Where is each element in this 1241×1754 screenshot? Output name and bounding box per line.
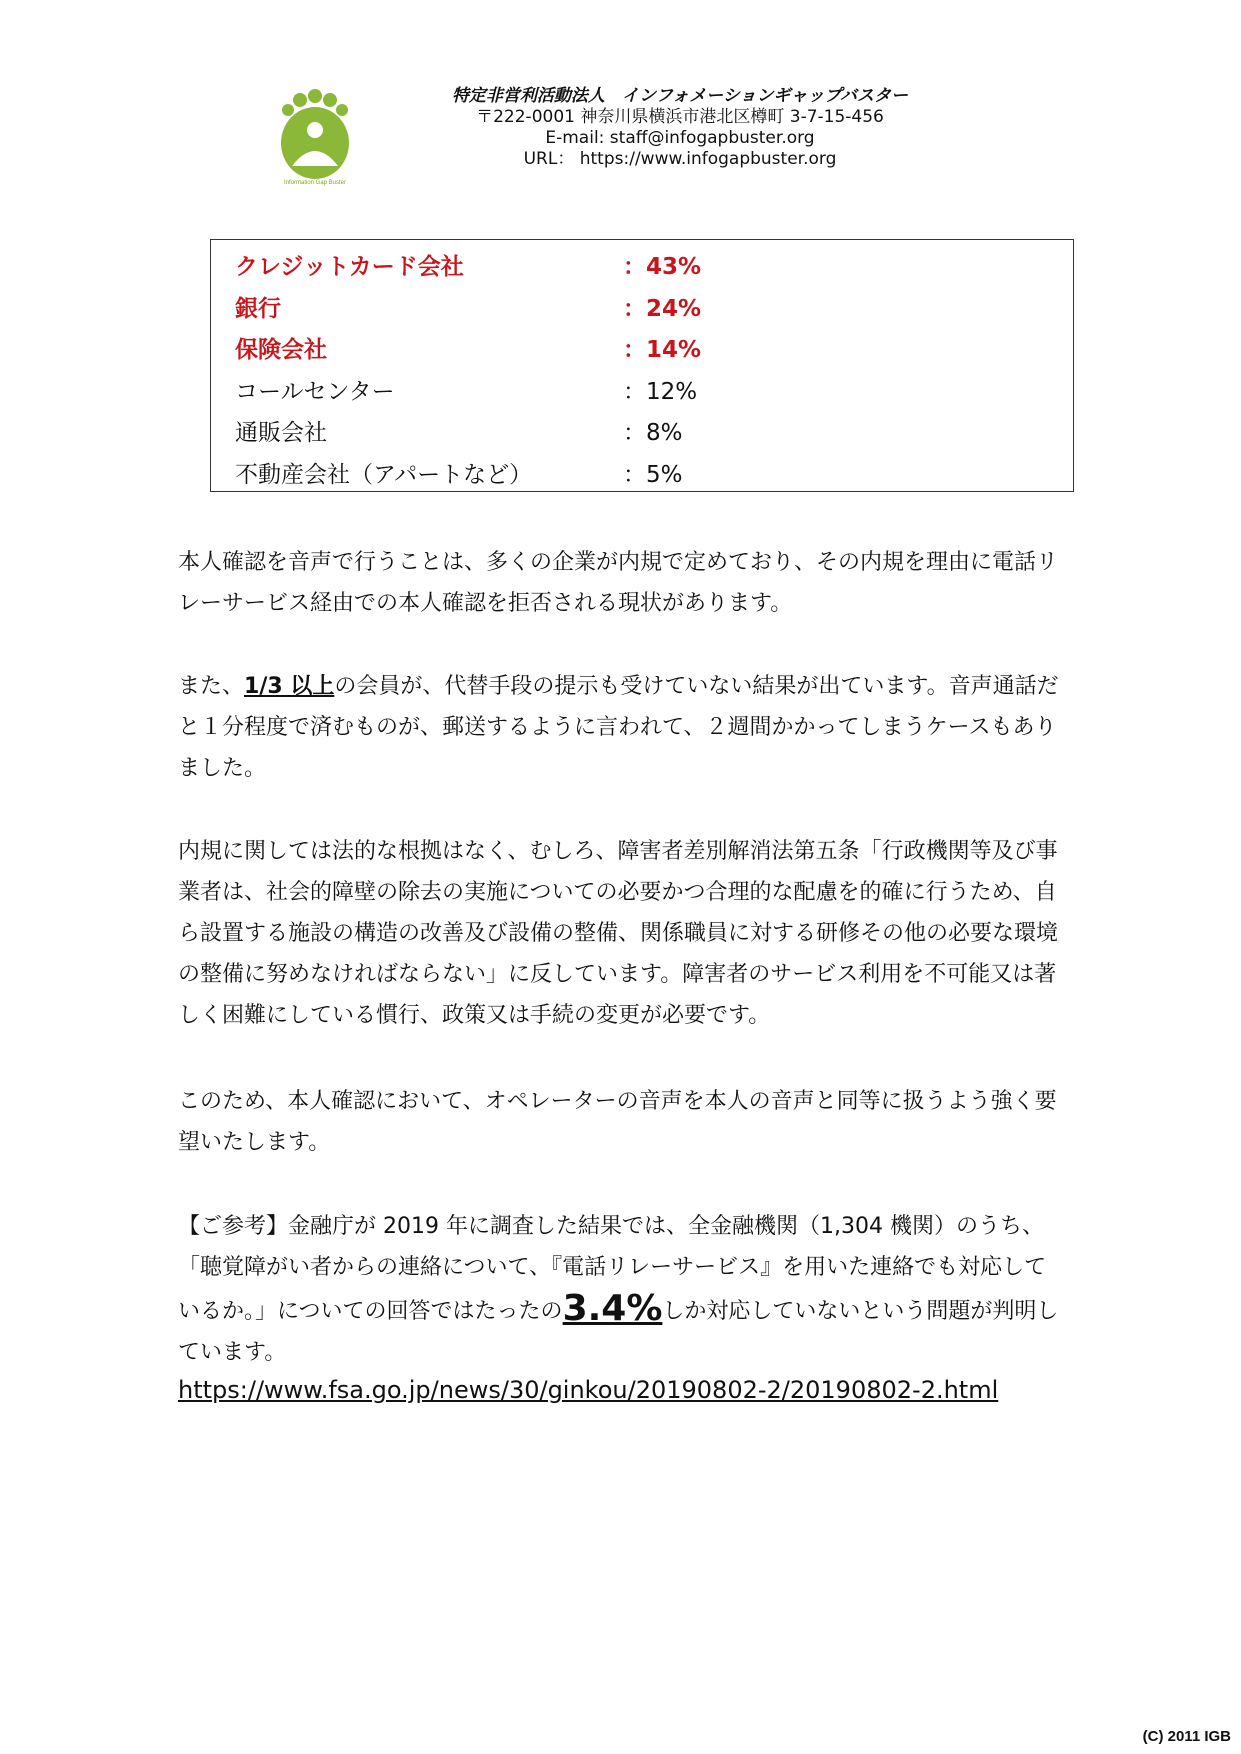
paragraph-request: このため、本人確認において、オペレーターの音声を本人の音声と同等に扱うよう強く要望いたします。 bbox=[178, 1089, 1057, 1155]
ratio-value: ：8% bbox=[623, 420, 683, 446]
emphasis-percentage: 3.4% bbox=[562, 1288, 663, 1329]
email: E-mail: staff@infogapbuster.org bbox=[545, 128, 815, 148]
text-span: また、 bbox=[178, 674, 245, 699]
ratio-value: ：12% bbox=[623, 379, 698, 405]
website-url: URL： https://www.infogapbuster.org bbox=[523, 149, 837, 169]
ratio-label: コールセンター bbox=[235, 379, 395, 405]
text-span: 【ご参考】金融庁が 2019 年に調査した結果では、全金融機関（1,304 機関）のうち、「聴覚障がい者からの連絡について、『電話リレーサービス』を用いた連絡でも対応しているか。」についての回答ではたったの bbox=[178, 1214, 1047, 1324]
ratio-label: 銀行 bbox=[235, 296, 281, 322]
ratio-label: 不動産会社（アパートなど） bbox=[235, 462, 533, 488]
paragraph-identity-check: 本人確認を音声で行うことは、多くの企業が内規で定めており、その内規を理由に電話リレーサービス経由での本人確認を拒否される現状があります。 bbox=[178, 550, 1059, 616]
letterhead bbox=[380, 86, 980, 170]
copyright-footer: (C) 2011 IGB bbox=[1142, 1728, 1231, 1745]
ratio-label: クレジットカード会社 bbox=[235, 254, 464, 280]
fsa-reference-link[interactable]: https://www.fsa.go.jp/news/30/ginkou/20190802-2/20190802-2.html bbox=[178, 1376, 999, 1404]
emphasis-one-third: 1/3 以上 bbox=[244, 674, 335, 699]
ratio-table bbox=[210, 239, 1074, 492]
ratio-label: 保険会社 bbox=[235, 337, 327, 363]
address: 〒222-0001 神奈川県横浜市港北区樽町 3-7-15-456 bbox=[476, 107, 884, 127]
ratio-value: ：24% bbox=[623, 296, 702, 322]
ratio-value: ：5% bbox=[623, 462, 683, 488]
logo-caption: Information Gap Buster bbox=[283, 180, 347, 186]
igb-logo-icon bbox=[270, 88, 360, 188]
paragraph-legal-basis: 内規に関しては法的な根拠はなく、むしろ、障害者差別解消法第五条「行政機関等及び事業者は、社会的障壁の除去の実施についての必要かつ合理的な配慮を的確に行うため、自ら設置する施設の構造の改善及び設備の整備、関係職員に対する研修その他の必要な環境の整備に努めなければならない」に反しています。障害者のサービス利用を不可能又は著しく困難にしている慣行、政策又は手続の変更が必要です。 bbox=[178, 839, 1059, 1028]
paragraph-reference bbox=[178, 1206, 1068, 1373]
ratio-value: ：43% bbox=[623, 254, 702, 280]
ratio-value: ：14% bbox=[623, 337, 702, 363]
org-name: 特定非営利活動法人 インフォメーションギャップバスター bbox=[451, 86, 909, 106]
ratio-label: 通販会社 bbox=[235, 420, 327, 446]
paragraph-alternatives bbox=[178, 666, 1068, 789]
text-span: しか対応していないという問題が判明しています。 bbox=[178, 1299, 1059, 1365]
text-span: の会員が、代替手段の提示も受けていない結果が出ています。音声通話だと１分程度で済むものが、郵送するように言われて、２週間かかってしまうケースもありました。 bbox=[178, 674, 1059, 781]
